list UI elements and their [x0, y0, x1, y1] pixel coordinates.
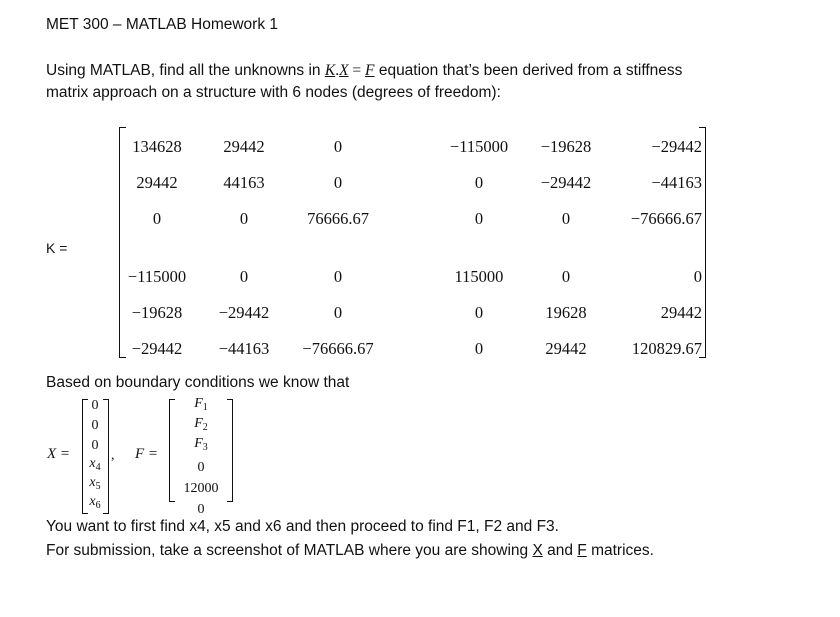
instruction-f-symbol: F [577, 542, 587, 559]
equation-equals: = [348, 62, 366, 79]
f-vector-entry-4-value: 0 [197, 460, 205, 475]
problem-statement [46, 60, 682, 104]
f-vector-entry-3 [171, 436, 231, 453]
instruction-text-end: matrices. [586, 542, 654, 559]
problem-line-1 [46, 60, 682, 82]
matrix-cell-r4-c3: 0 [333, 267, 343, 286]
equation-x-symbol: X [339, 62, 349, 79]
matrix-cell-r1-c5: −19628 [540, 137, 592, 156]
instruction-and: and [542, 542, 578, 559]
matrix-cell-r3-c5: 0 [561, 209, 571, 228]
matrix-cell-r5-c1: −19628 [131, 303, 183, 322]
matrix-cell-r5-c3: 0 [333, 303, 343, 322]
matrix-cell-r6-c3: −76666.67 [302, 339, 374, 358]
matrix-cell-r3-c4: 0 [474, 209, 484, 228]
x-vector-entry-5 [65, 475, 125, 492]
f-vector-entry-5-value: 12000 [183, 481, 219, 496]
matrix-cell-r5-c4: 0 [474, 303, 484, 322]
matrix-cell-r4-c2: 0 [239, 267, 249, 286]
x-vector-entry-6-value: x [89, 494, 96, 509]
matrix-cell-r2-c2: 44163 [223, 173, 265, 192]
matrix-cell-r1-c3: 0 [333, 137, 343, 156]
x-vector-entry-6 [65, 494, 125, 511]
f-vector-entry-1-subscript: 1 [202, 402, 208, 413]
f-vector-entry-1 [171, 396, 231, 413]
matrix-cell-r5-c2: −29442 [218, 303, 270, 322]
matrix-cell-r6-c2: −44163 [218, 339, 270, 358]
matrix-cell-r2-c5: −29442 [540, 173, 592, 192]
instruction-x-symbol: X [532, 542, 543, 559]
matrix-cell-r2-c6: −44163 [651, 173, 702, 192]
matrix-cell-r3-c6: −76666.67 [630, 209, 702, 228]
problem-text-start: Using MATLAB, find all the unknowns in [46, 62, 325, 79]
matrix-cell-r1-c2: 29442 [223, 137, 265, 156]
vector-separator: , [111, 448, 115, 463]
problem-text-end: equation that’s been derived from a stiffness [374, 62, 683, 79]
matrix-cell-r1-c4: −115000 [449, 137, 509, 156]
instruction-text-start: For submission, take a screenshot of MATLAB where you are showing [46, 542, 533, 559]
x-vector-entry-1-value: 0 [91, 398, 99, 413]
f-vector-entry-3-subscript: 3 [202, 442, 208, 453]
matrix-cell-r2-c3: 0 [333, 173, 343, 192]
x-vector-entry-4 [65, 456, 125, 473]
x-vector-entry-2-value: 0 [91, 418, 99, 433]
matrix-cell-r2-c1: 29442 [136, 173, 178, 192]
matrix-cell-r4-c1: −115000 [127, 267, 187, 286]
page-title: MET 300 – MATLAB Homework 1 [46, 16, 279, 33]
matrix-cell-r5-c6: 29442 [660, 303, 702, 322]
matrix-cell-r6-c6: 120829.67 [631, 339, 702, 358]
f-vector-entry-5 [171, 481, 231, 497]
stiffness-matrix-label: K = [46, 240, 68, 256]
matrix-cell-r1-c1: 134628 [132, 137, 182, 156]
f-vector-label: F = [135, 446, 159, 462]
f-vector-entry-6 [171, 502, 231, 518]
x-vector-label: X = [47, 446, 71, 462]
matrix-cell-r6-c4: 0 [474, 339, 484, 358]
equation-f-symbol: F [365, 62, 375, 79]
f-vector-entry-6-value: 0 [197, 502, 205, 517]
x-vector-entry-2 [65, 418, 125, 434]
matrix-cell-r3-c3: 76666.67 [307, 209, 369, 228]
x-vector-entry-3 [65, 438, 125, 454]
f-vector-entry-4 [171, 460, 231, 476]
matrix-cell-r2-c4: 0 [474, 173, 484, 192]
f-vector-entry-2-subscript: 2 [202, 422, 208, 433]
x-vector-entry-3-value: 0 [91, 438, 99, 453]
matrix-cell-r3-c1: 0 [152, 209, 162, 228]
x-vector-entry-6-subscript: 6 [95, 500, 101, 511]
instruction-line-1: You want to first find x4, x5 and x6 and then proceed to find F1, F2 and F3. [46, 518, 559, 535]
f-vector-entry-2-value: F [194, 416, 203, 431]
matrix-cell-r4-c5: 0 [561, 267, 571, 286]
matrix-cell-r5-c5: 19628 [545, 303, 587, 322]
boundary-conditions-text: Based on boundary conditions we know that [46, 374, 350, 391]
x-vector-entry-4-value: x [89, 456, 96, 471]
matrix-cell-r3-c2: 0 [239, 209, 249, 228]
matrix-cell-r6-c1: −29442 [131, 339, 183, 358]
matrix-cell-r1-c6: −29442 [651, 137, 702, 156]
f-vector-entry-2 [171, 416, 231, 433]
x-vector-entry-4-subscript: 4 [95, 462, 101, 473]
stiffness-matrix-left-bracket [119, 127, 126, 358]
equation-k-symbol: K [324, 62, 336, 79]
stiffness-matrix-right-bracket [699, 127, 706, 358]
f-vector-entry-1-value: F [194, 396, 203, 411]
equation-dot: . [335, 62, 340, 79]
x-vector-entry-1 [65, 398, 125, 414]
problem-line-2: matrix approach on a structure with 6 nodes (degrees of freedom): [46, 84, 501, 101]
x-vector-entry-5-subscript: 5 [95, 481, 101, 492]
matrix-cell-r6-c5: 29442 [545, 339, 587, 358]
matrix-cell-r4-c6: 0 [693, 267, 702, 286]
matrix-cell-r4-c4: 115000 [454, 267, 504, 286]
f-vector-entry-3-value: F [194, 436, 203, 451]
x-vector-entry-5-value: x [89, 475, 96, 490]
instruction-line-2 [46, 542, 654, 560]
